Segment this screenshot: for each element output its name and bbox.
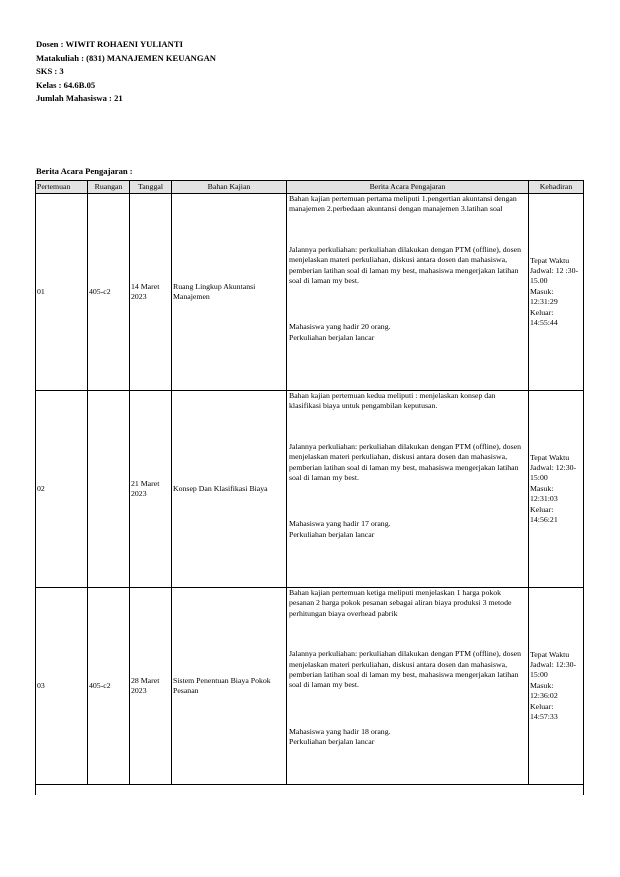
col-header-kehadiran: Kehadiran [529,181,584,194]
kehadiran-jadwal: Jadwal: 12:30-15:00 [530,462,577,483]
berita-bahan: Bahan kajian pertemuan kedua meliputi : menjelaskan konsep dan klasifikasi biaya untuk pengambilan keputusan. [289,391,496,411]
berita-acara-table [35,180,584,795]
cell-bahan-kajian: Ruang Lingkup Akuntansi Manajemen [172,194,287,391]
kehadiran-masuk: Masuk: 12:36:02 [530,680,558,701]
cell-kehadiran [529,391,584,588]
col-header-tanggal: Tanggal [130,181,172,194]
table-row [36,194,584,391]
kehadiran-status: Tepat Waktu [530,255,570,265]
kehadiran-status: Tepat Waktu [530,452,570,462]
cell-tanggal: 21 Maret 2023 [130,391,172,588]
cell-ruangan: 405-c2 [88,194,130,391]
berita-status: Perkuliahan berjalan lancar [289,529,375,539]
col-header-berita-acara: Berita Acara Pengajaran [287,181,529,194]
document-header [36,38,216,106]
cell-kehadiran [529,194,584,391]
table-continuation-row [36,785,584,796]
cell-tanggal: 28 Maret 2023 [130,588,172,785]
kehadiran-jadwal: Jadwal: 12 :30-15.00 [530,265,579,286]
kehadiran-jadwal: Jadwal: 12:30-15:00 [530,659,577,680]
cell-pertemuan: 03 [36,588,88,785]
berita-jalannya: Jalannya perkuliahan: perkuliahan dilakukan dengan PTM (offline), dosen menjelaskan materi perkuliahan, diskusi antara dosen dan mahasiswa, pemberian latihan soal di laman my best, mahasiswa mengerjakan latihan soal di laman my best. [289,244,521,286]
cell-bahan-kajian: Sistem Penentuan Biaya Pokok Pesanan [172,588,287,785]
cell-berita-acara [287,194,529,391]
kehadiran-masuk: Masuk: 12:31:03 [530,483,558,504]
berita-status: Perkuliahan berjalan lancar [289,332,375,342]
cell-kehadiran [529,588,584,785]
cell-pertemuan: 01 [36,194,88,391]
dosen-label: Dosen : WIWIT ROHAENI YULIANTI [36,39,183,49]
berita-hadir: Mahasiswa yang hadir 20 orang. [289,322,391,332]
cell-ruangan [88,391,130,588]
cell-tanggal: 14 Maret 2023 [130,194,172,391]
col-header-pertemuan: Pertemuan [36,181,88,194]
berita-jalannya: Jalannya perkuliahan: perkuliahan dilakukan dengan PTM (offline), dosen menjelaskan materi perkuliahan, diskusi antara dosen dan mahasiswa, pemberian latihan soal di laman my best, mahasiswa mengerjakan latihan soal di laman my best. [289,649,521,690]
berita-bahan: Bahan kajian pertemuan ketiga meliputi menjelaskan 1 harga pokok pesanan 2 harga pokok pesanan sebagai aliran biaya produksi 3 metode perhitungan biaya overhead pabrik [289,588,512,618]
section-title: Berita Acara Pengajaran : [36,166,133,176]
berita-hadir: Mahasiswa yang hadir 17 orang. [289,519,391,529]
sks-label: SKS : 3 [36,66,64,77]
cell-bahan-kajian: Konsep Dan Klasifikasi Biaya [172,391,287,588]
table-header-row [36,181,584,194]
kehadiran-masuk: Masuk: 12:31:29 [530,286,558,307]
kehadiran-keluar: Keluar: 14:56:21 [530,504,558,525]
berita-jalannya: Jalannya perkuliahan: perkuliahan dilakukan dengan PTM (offline), dosen menjelaskan materi perkuliahan, diskusi antara dosen dan mahasiswa, pemberian latihan soal di laman my best, mahasiswa mengerjakan latihan soal di laman my best. [289,441,521,483]
matakuliah-label: Matakuliah : (831) MANAJEMEN KEUANGAN [36,52,216,63]
kehadiran-keluar: Keluar: 14:57:33 [530,701,558,722]
cell-berita-acara [287,391,529,588]
cell-ruangan: 405-c2 [88,588,130,785]
cell-berita-acara [287,588,529,785]
berita-status: Perkuliahan berjalan lancar [289,737,375,747]
col-header-ruangan: Ruangan [88,181,130,194]
kelas-label: Kelas : 64.6B.05 [36,79,96,90]
cell-pertemuan: 02 [36,391,88,588]
kehadiran-status: Tepat Waktu [530,649,570,659]
berita-bahan: Bahan kajian pertemuan pertama meliputi 1.pengertian akuntansi dengan manajemen 2.perbedaan akuntansi dengan manajemen 3.latihan soal [289,194,517,214]
kehadiran-keluar: Keluar: 14:55:44 [530,307,558,328]
table-row [36,391,584,588]
berita-hadir: Mahasiswa yang hadir 18 orang. [289,726,391,736]
jumlah-mahasiswa-label: Jumlah Mahasiswa : 21 [36,93,123,104]
table-row [36,588,584,785]
col-header-bahan-kajian: Bahan Kajian [172,181,287,194]
